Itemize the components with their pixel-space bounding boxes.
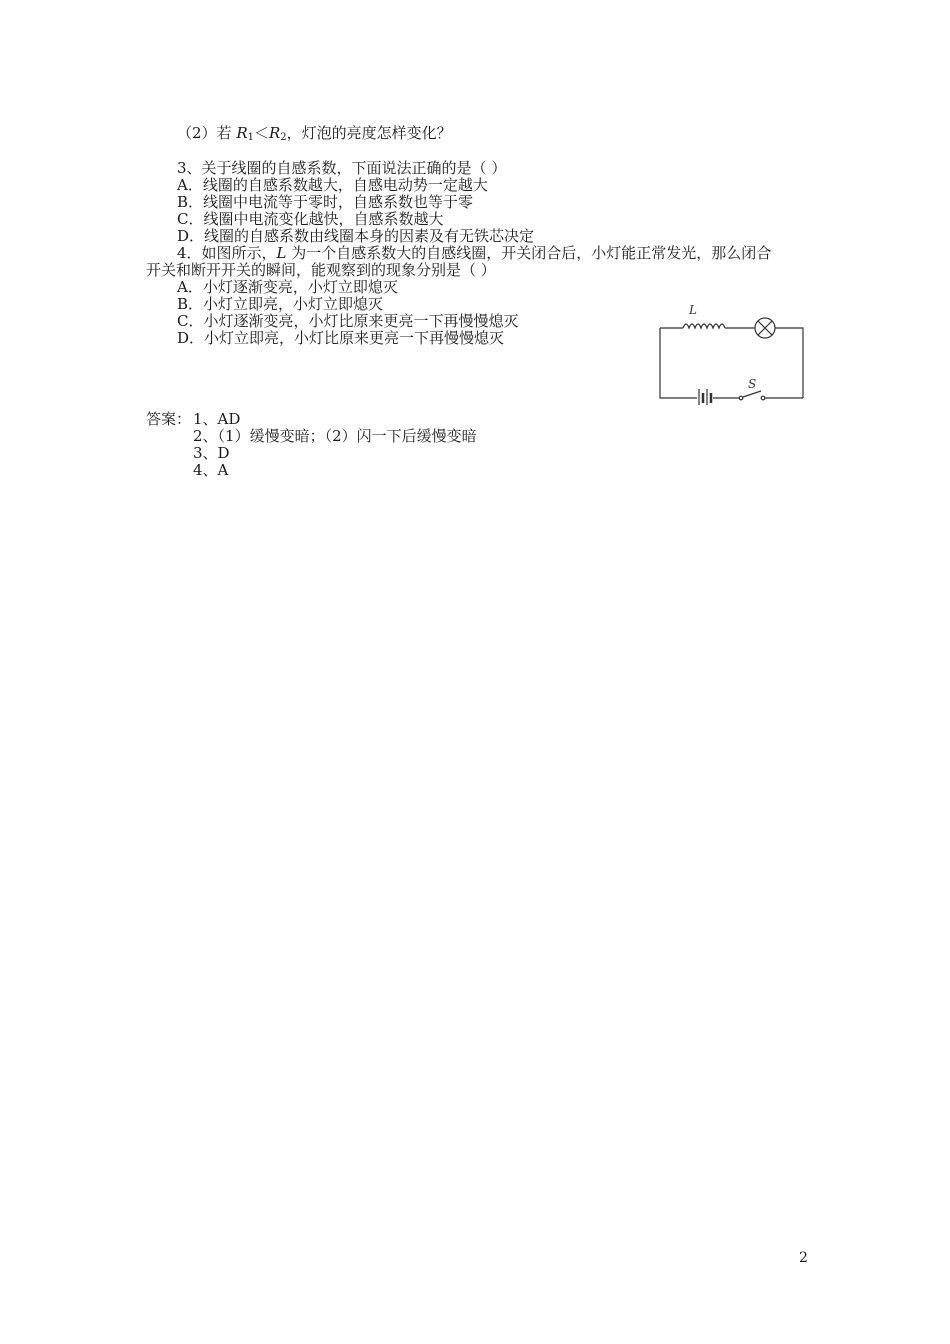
answer-4: 4、A bbox=[193, 461, 229, 479]
wire-top-right bbox=[775, 328, 803, 398]
wire-bottom-left bbox=[660, 328, 697, 398]
q3-option-a: A．线圈的自感系数越大，自感电动势一定越大 bbox=[177, 176, 488, 194]
switch-label: S bbox=[748, 377, 757, 391]
q2-part2-prefix: （2）若 bbox=[177, 124, 237, 142]
page-number: 2 bbox=[799, 1250, 808, 1266]
q2-part2 bbox=[177, 125, 452, 146]
battery-icon bbox=[699, 389, 711, 405]
q4-option-b: B．小灯立即亮，小灯立即熄灭 bbox=[177, 295, 384, 313]
q4-stem-rest: 为一个自感系数大的自感线圈，开关闭合后，小灯能正常发光，那么闭合 bbox=[286, 244, 772, 262]
q4-option-d: D．小灯立即亮，小灯比原来更亮一下再慢慢熄灭 bbox=[177, 329, 505, 347]
inductor-coil bbox=[683, 324, 725, 328]
q3-stem: 3、关于线圈的自感系数，下面说法正确的是（ ） bbox=[177, 159, 507, 177]
answer-3: 3、D bbox=[193, 444, 230, 462]
q3-option-b: B．线圈中电流等于零时，自感系数也等于零 bbox=[177, 193, 474, 211]
answer-2: 2、（1）缓慢变暗；（2）闪一下后缓慢变暗 bbox=[193, 427, 477, 445]
switch-contact-left bbox=[739, 396, 743, 400]
r2-symbol: R bbox=[269, 124, 281, 142]
q3-option-d: D．线圈的自感系数由线圈本身的因素及有无铁芯决定 bbox=[177, 227, 535, 245]
less-than-sign: ＜ bbox=[253, 124, 269, 142]
q4-stem-prefix: 4．如图所示， bbox=[177, 244, 277, 262]
q2-part2-suffix: ，灯泡的亮度怎样变化？ bbox=[286, 124, 452, 142]
answers-label: 答案： bbox=[146, 410, 192, 428]
r1-subscript: 1 bbox=[247, 132, 254, 143]
q3-option-c: C．线圈中电流变化越快，自感系数越大 bbox=[177, 210, 444, 228]
q4-stem-line2: 开关和断开开关的瞬间，能观察到的现象分别是（ ） bbox=[146, 261, 496, 279]
r1-symbol: R bbox=[236, 124, 248, 142]
circuit-diagram bbox=[655, 300, 810, 405]
inductor-symbol: L bbox=[276, 244, 287, 262]
q4-stem bbox=[177, 245, 771, 262]
r2-subscript: 2 bbox=[280, 132, 287, 143]
inductor-label: L bbox=[689, 303, 697, 317]
q4-option-c: C．小灯逐渐变亮，小灯比原来更亮一下再慢慢熄灭 bbox=[177, 312, 519, 330]
answer-1: 1、AD bbox=[193, 410, 241, 428]
switch-lever bbox=[743, 391, 761, 397]
switch-contact-right bbox=[761, 396, 765, 400]
q4-option-a: A．小灯逐渐变亮，小灯立即熄灭 bbox=[177, 278, 398, 296]
